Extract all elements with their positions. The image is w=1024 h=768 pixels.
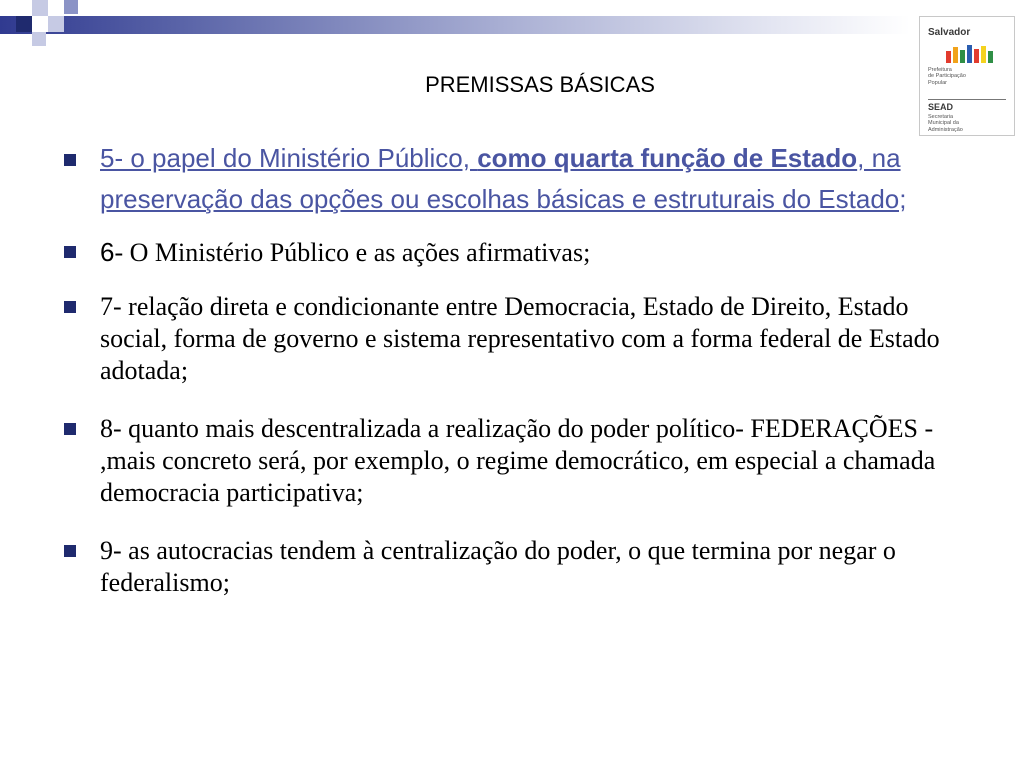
- logo-figures-icon: [944, 41, 996, 65]
- item-text-link: 5- o papel do Ministério Público,: [100, 143, 478, 173]
- logo-divider: [928, 99, 1006, 100]
- decor-square: [48, 16, 64, 32]
- logo-org-subtitle: Secretaria Municipal da Administração: [928, 114, 963, 133]
- item-text: 8- quanto mais descentralizada a realização do poder político- FEDERAÇÕES - ,mais concreto será, por exemplo, o regime democrático, em especial a chamada democracia participativa;: [100, 414, 936, 507]
- list-item: [62, 413, 967, 509]
- item-number: 6: [100, 237, 115, 267]
- logo-subtitle: Prefeitura de Participação Popular: [928, 67, 966, 86]
- square-bullet-icon: [64, 423, 76, 435]
- list-item: [62, 236, 967, 269]
- decor-square: [64, 0, 78, 14]
- slide-title: PREMISSAS BÁSICAS: [425, 72, 655, 97]
- square-bullet-icon: [64, 545, 76, 557]
- list-item[interactable]: [62, 138, 967, 220]
- item-text-link-tail: , na preservação das opções ou escolhas básicas e estruturais do Estado;: [100, 143, 907, 214]
- square-bullet-icon: [64, 301, 76, 313]
- decor-square: [16, 16, 32, 32]
- decor-square: [32, 16, 48, 32]
- list-item: [62, 535, 967, 599]
- decor-square: [32, 0, 48, 16]
- item-text: 9- as autocracias tendem à centralização do poder, o que termina por negar o federalismo;: [100, 536, 896, 597]
- logo-city-name: Salvador: [928, 27, 971, 38]
- decor-square: [32, 32, 46, 46]
- logo-org-name: SEAD: [928, 102, 954, 112]
- item-text-bold: como quarta função de Estado: [477, 143, 858, 173]
- salvador-sead-logo: [919, 16, 1015, 136]
- premises-list: [62, 138, 967, 599]
- square-bullet-icon: [64, 246, 76, 258]
- item-text: - O Ministério Público e as ações afirmativas;: [114, 238, 591, 267]
- square-bullet-icon: [64, 154, 76, 166]
- list-item: [62, 291, 967, 387]
- header-gradient-bar: [0, 16, 910, 34]
- item-text: 7- relação direta e condicionante entre Democracia, Estado de Direito, Estado social, forma de governo e sistema representativo com a forma federal de Estado adotada;: [100, 292, 940, 385]
